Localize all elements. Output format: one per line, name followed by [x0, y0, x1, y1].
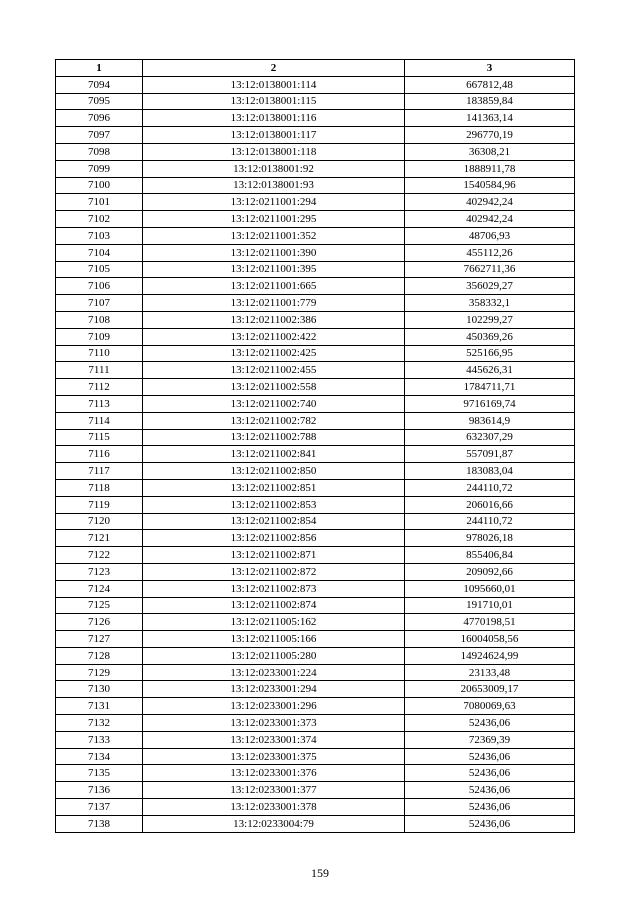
value-cell: 206016,66 — [405, 496, 575, 513]
cadastral-number-cell: 13:12:0233001:224 — [143, 664, 405, 681]
table-row — [56, 76, 575, 93]
table-row — [56, 345, 575, 362]
table-row — [56, 664, 575, 681]
value-cell: 4770198,51 — [405, 614, 575, 631]
cadastral-number-cell: 13:12:0211002:422 — [143, 328, 405, 345]
value-cell: 209092,66 — [405, 563, 575, 580]
value-cell: 455112,26 — [405, 244, 575, 261]
row-number-cell: 7127 — [56, 631, 143, 648]
row-number-cell: 7131 — [56, 698, 143, 715]
table-row — [56, 530, 575, 547]
value-cell: 141363,14 — [405, 110, 575, 127]
table-row — [56, 211, 575, 228]
cadastral-number-cell: 13:12:0211001:390 — [143, 244, 405, 261]
value-cell: 48706,93 — [405, 227, 575, 244]
cadastral-number-cell: 13:12:0211005:166 — [143, 631, 405, 648]
value-cell: 16004058,56 — [405, 631, 575, 648]
table-row — [56, 127, 575, 144]
table-row — [56, 614, 575, 631]
row-number-cell: 7100 — [56, 177, 143, 194]
value-cell: 855406,84 — [405, 547, 575, 564]
cadastral-number-cell: 13:12:0233004:79 — [143, 815, 405, 832]
table-row — [56, 799, 575, 816]
row-number-cell: 7122 — [56, 547, 143, 564]
cadastral-number-cell: 13:12:0138001:117 — [143, 127, 405, 144]
row-number-cell: 7110 — [56, 345, 143, 362]
row-number-cell: 7102 — [56, 211, 143, 228]
header-row — [56, 60, 575, 77]
value-cell: 52436,06 — [405, 815, 575, 832]
cadastral-number-cell: 13:12:0211002:788 — [143, 429, 405, 446]
row-number-cell: 7105 — [56, 261, 143, 278]
value-cell: 7080069,63 — [405, 698, 575, 715]
table-row — [56, 227, 575, 244]
header-col-2: 2 — [143, 60, 405, 77]
row-number-cell: 7107 — [56, 295, 143, 312]
table-row — [56, 110, 575, 127]
value-cell: 445626,31 — [405, 362, 575, 379]
value-cell: 52436,06 — [405, 799, 575, 816]
value-cell: 36308,21 — [405, 143, 575, 160]
row-number-cell: 7136 — [56, 782, 143, 799]
value-cell: 20653009,17 — [405, 681, 575, 698]
row-number-cell: 7137 — [56, 799, 143, 816]
header-col-3: 3 — [405, 60, 575, 77]
table-row — [56, 194, 575, 211]
value-cell: 632307,29 — [405, 429, 575, 446]
table-row — [56, 647, 575, 664]
table-row — [56, 412, 575, 429]
cadastral-number-cell: 13:12:0211001:352 — [143, 227, 405, 244]
table-row — [56, 698, 575, 715]
row-number-cell: 7125 — [56, 597, 143, 614]
value-cell: 183083,04 — [405, 463, 575, 480]
row-number-cell: 7132 — [56, 715, 143, 732]
data-table — [55, 59, 575, 833]
row-number-cell: 7129 — [56, 664, 143, 681]
cadastral-number-cell: 13:12:0233001:294 — [143, 681, 405, 698]
row-number-cell: 7138 — [56, 815, 143, 832]
value-cell: 183859,84 — [405, 93, 575, 110]
cadastral-number-cell: 13:12:0211002:851 — [143, 479, 405, 496]
cadastral-number-cell: 13:12:0138001:93 — [143, 177, 405, 194]
table-row — [56, 547, 575, 564]
row-number-cell: 7119 — [56, 496, 143, 513]
value-cell: 356029,27 — [405, 278, 575, 295]
table-header — [56, 60, 575, 77]
row-number-cell: 7108 — [56, 311, 143, 328]
row-number-cell: 7095 — [56, 93, 143, 110]
cadastral-number-cell: 13:12:0211002:386 — [143, 311, 405, 328]
row-number-cell: 7115 — [56, 429, 143, 446]
value-cell: 72369,39 — [405, 731, 575, 748]
page-number: 159 — [311, 866, 329, 880]
cadastral-number-cell: 13:12:0233001:378 — [143, 799, 405, 816]
table-row — [56, 463, 575, 480]
value-cell: 557091,87 — [405, 446, 575, 463]
table-row — [56, 295, 575, 312]
row-number-cell: 7097 — [56, 127, 143, 144]
cadastral-number-cell: 13:12:0211002:874 — [143, 597, 405, 614]
row-number-cell: 7116 — [56, 446, 143, 463]
cadastral-number-cell: 13:12:0233001:376 — [143, 765, 405, 782]
cadastral-number-cell: 13:12:0211002:782 — [143, 412, 405, 429]
row-number-cell: 7101 — [56, 194, 143, 211]
row-number-cell: 7124 — [56, 580, 143, 597]
cadastral-number-cell: 13:12:0211002:856 — [143, 530, 405, 547]
row-number-cell: 7109 — [56, 328, 143, 345]
row-number-cell: 7118 — [56, 479, 143, 496]
cadastral-number-cell: 13:12:0138001:92 — [143, 160, 405, 177]
cadastral-number-cell: 13:12:0233001:373 — [143, 715, 405, 732]
table-row — [56, 429, 575, 446]
row-number-cell: 7135 — [56, 765, 143, 782]
table-row — [56, 160, 575, 177]
cadastral-number-cell: 13:12:0211001:294 — [143, 194, 405, 211]
table-row — [56, 631, 575, 648]
value-cell: 14924624,99 — [405, 647, 575, 664]
cadastral-number-cell: 13:12:0138001:115 — [143, 93, 405, 110]
value-cell: 983614,9 — [405, 412, 575, 429]
value-cell: 450369,26 — [405, 328, 575, 345]
value-cell: 1095660,01 — [405, 580, 575, 597]
value-cell: 52436,06 — [405, 765, 575, 782]
row-number-cell: 7104 — [56, 244, 143, 261]
table-row — [56, 597, 575, 614]
table-row — [56, 765, 575, 782]
value-cell: 402942,24 — [405, 194, 575, 211]
cadastral-number-cell: 13:12:0211002:740 — [143, 395, 405, 412]
table-row — [56, 479, 575, 496]
table-row — [56, 379, 575, 396]
row-number-cell: 7114 — [56, 412, 143, 429]
cadastral-number-cell: 13:12:0211002:871 — [143, 547, 405, 564]
cadastral-number-cell: 13:12:0211002:455 — [143, 362, 405, 379]
header-col-1: 1 — [56, 60, 143, 77]
value-cell: 1540584,96 — [405, 177, 575, 194]
value-cell: 7662711,36 — [405, 261, 575, 278]
value-cell: 23133,48 — [405, 664, 575, 681]
table-row — [56, 715, 575, 732]
cadastral-number-cell: 13:12:0211002:425 — [143, 345, 405, 362]
row-number-cell: 7117 — [56, 463, 143, 480]
row-number-cell: 7128 — [56, 647, 143, 664]
table-row — [56, 563, 575, 580]
table-row — [56, 580, 575, 597]
value-cell: 358332,1 — [405, 295, 575, 312]
cadastral-number-cell: 13:12:0211002:850 — [143, 463, 405, 480]
table-row — [56, 513, 575, 530]
value-cell: 978026,18 — [405, 530, 575, 547]
cadastral-number-cell: 13:12:0233001:375 — [143, 748, 405, 765]
table-row — [56, 446, 575, 463]
row-number-cell: 7106 — [56, 278, 143, 295]
table-row — [56, 815, 575, 832]
cadastral-number-cell: 13:12:0211002:872 — [143, 563, 405, 580]
value-cell: 296770,19 — [405, 127, 575, 144]
value-cell: 102299,27 — [405, 311, 575, 328]
cadastral-number-cell: 13:12:0211002:854 — [143, 513, 405, 530]
table-row — [56, 748, 575, 765]
value-cell: 52436,06 — [405, 782, 575, 799]
table-row — [56, 496, 575, 513]
row-number-cell: 7096 — [56, 110, 143, 127]
value-cell: 191710,01 — [405, 597, 575, 614]
cadastral-number-cell: 13:12:0211005:280 — [143, 647, 405, 664]
value-cell: 244110,72 — [405, 513, 575, 530]
row-number-cell: 7126 — [56, 614, 143, 631]
row-number-cell: 7123 — [56, 563, 143, 580]
row-number-cell: 7103 — [56, 227, 143, 244]
table-row — [56, 681, 575, 698]
cadastral-number-cell: 13:12:0233001:377 — [143, 782, 405, 799]
cadastral-number-cell: 13:12:0211002:873 — [143, 580, 405, 597]
table-body — [56, 76, 575, 832]
value-cell: 1784711,71 — [405, 379, 575, 396]
cadastral-number-cell: 13:12:0211005:162 — [143, 614, 405, 631]
row-number-cell: 7133 — [56, 731, 143, 748]
cadastral-number-cell: 13:12:0211001:665 — [143, 278, 405, 295]
value-cell: 402942,24 — [405, 211, 575, 228]
row-number-cell: 7120 — [56, 513, 143, 530]
table-row — [56, 311, 575, 328]
row-number-cell: 7121 — [56, 530, 143, 547]
value-cell: 1888911,78 — [405, 160, 575, 177]
cadastral-number-cell: 13:12:0138001:116 — [143, 110, 405, 127]
cadastral-number-cell: 13:12:0211001:295 — [143, 211, 405, 228]
cadastral-number-cell: 13:12:0211002:841 — [143, 446, 405, 463]
table-row — [56, 362, 575, 379]
table-row — [56, 782, 575, 799]
row-number-cell: 7130 — [56, 681, 143, 698]
cadastral-number-cell: 13:12:0211002:853 — [143, 496, 405, 513]
table-row — [56, 731, 575, 748]
cadastral-number-cell: 13:12:0233001:296 — [143, 698, 405, 715]
cadastral-number-cell: 13:12:0233001:374 — [143, 731, 405, 748]
table-row — [56, 261, 575, 278]
row-number-cell: 7113 — [56, 395, 143, 412]
row-number-cell: 7112 — [56, 379, 143, 396]
row-number-cell: 7111 — [56, 362, 143, 379]
value-cell: 525166,95 — [405, 345, 575, 362]
row-number-cell: 7098 — [56, 143, 143, 160]
cadastral-number-cell: 13:12:0138001:114 — [143, 76, 405, 93]
table-row — [56, 328, 575, 345]
value-cell: 52436,06 — [405, 748, 575, 765]
cadastral-number-cell: 13:12:0138001:118 — [143, 143, 405, 160]
value-cell: 52436,06 — [405, 715, 575, 732]
value-cell: 244110,72 — [405, 479, 575, 496]
row-number-cell: 7099 — [56, 160, 143, 177]
value-cell: 667812,48 — [405, 76, 575, 93]
table-row — [56, 177, 575, 194]
table-row — [56, 244, 575, 261]
cadastral-number-cell: 13:12:0211001:395 — [143, 261, 405, 278]
table-row — [56, 395, 575, 412]
table-row — [56, 278, 575, 295]
table-row — [56, 93, 575, 110]
cadastral-number-cell: 13:12:0211001:779 — [143, 295, 405, 312]
cadastral-number-cell: 13:12:0211002:558 — [143, 379, 405, 396]
row-number-cell: 7134 — [56, 748, 143, 765]
table-row — [56, 143, 575, 160]
value-cell: 9716169,74 — [405, 395, 575, 412]
row-number-cell: 7094 — [56, 76, 143, 93]
